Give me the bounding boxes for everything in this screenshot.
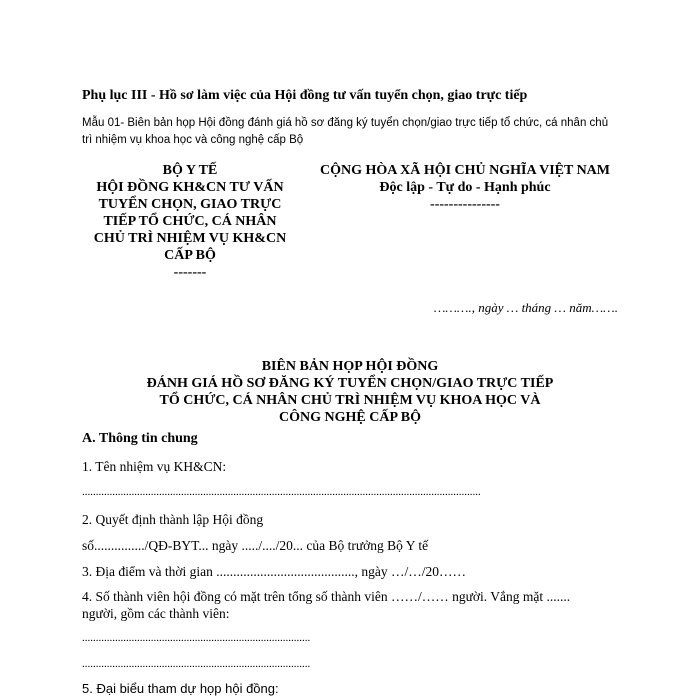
national-motto: Độc lập - Tự do - Hạnh phúc	[379, 180, 551, 195]
decision-line[interactable]: số.............../QĐ-BYT... ngày ...../..../20... của Bộ trưởng Bộ Y tế	[82, 538, 429, 553]
section-a-heading: A. Thông tin chung	[82, 431, 198, 446]
decision-label: 2. Quyết định thành lập Hội đồng	[82, 512, 264, 527]
council-name-line-4: CHỦ TRÌ NHIỆM VỤ KH&CN	[93, 231, 287, 246]
members-blank-2[interactable]: ...................................................................................	[82, 658, 311, 670]
report-title-line-2: ĐÁNH GIÁ HỒ SƠ ĐĂNG KÝ TUYỂN CHỌN/GIAO TRỰC TIẾP	[146, 376, 554, 391]
national-header-block	[300, 162, 630, 213]
date-line: ………., ngày … tháng … năm…….	[433, 300, 618, 315]
council-name-line-3: TIẾP TỔ CHỨC, CÁ NHÂN	[103, 214, 277, 229]
report-title-line-3: TỔ CHỨC, CÁ NHÂN CHỦ TRÌ NHIỆM VỤ KHOA HỌC VÀ	[159, 393, 541, 408]
left-divider: -------	[173, 265, 207, 280]
ministry-name: BỘ Y TẾ	[162, 163, 218, 178]
task-name-label: 1. Tên nhiệm vụ KH&CN:	[82, 459, 227, 474]
members-blank-1[interactable]: ...................................................................................	[82, 632, 311, 644]
task-name-blank[interactable]: .................................................................................................................................................	[82, 486, 481, 498]
members-line-2: người, gồm các thành viên:	[82, 606, 230, 621]
place-time-line[interactable]: 3. Địa điểm và thời gian ........................................., ngày …/…/20……	[82, 564, 466, 579]
annex-title: Phụ lục III - Hồ sơ làm việc của Hội đồng tư vấn tuyển chọn, giao trực tiếp	[82, 88, 528, 103]
delegates-label: 5. Đại biểu tham dự họp hội đồng:	[82, 681, 279, 696]
members-line-1[interactable]: 4. Số thành viên hội đồng có mặt trên tổng số thành viên ……/…… người. Vắng mặt .......	[82, 589, 571, 604]
report-title-line-1: BIÊN BẢN HỌP HỘI ĐỒNG	[261, 359, 439, 374]
ministry-header-block	[80, 162, 300, 281]
form-subtitle-line-1: Mẫu 01- Biên bản họp Hội đồng đánh giá hồ sơ đăng ký tuyển chọn/giao trực tiếp tổ chức, cá nhân chủ	[82, 117, 609, 129]
council-name-line-1: HỘI ĐỒNG KH&CN TƯ VẤN	[96, 180, 284, 195]
form-subtitle-line-2: trì nhiệm vụ khoa học và công nghệ cấp Bộ	[82, 134, 304, 146]
council-name-line-5: CẤP BỘ	[164, 248, 216, 263]
country-name: CỘNG HÒA XÃ HỘI CHỦ NGHĨA VIỆT NAM	[319, 163, 610, 178]
report-title-block	[80, 358, 620, 426]
right-divider: ---------------	[430, 197, 500, 212]
report-title-line-4: CÔNG NGHỆ CẤP BỘ	[279, 410, 421, 425]
council-name-line-2: TUYỂN CHỌN, GIAO TRỰC	[98, 197, 282, 212]
